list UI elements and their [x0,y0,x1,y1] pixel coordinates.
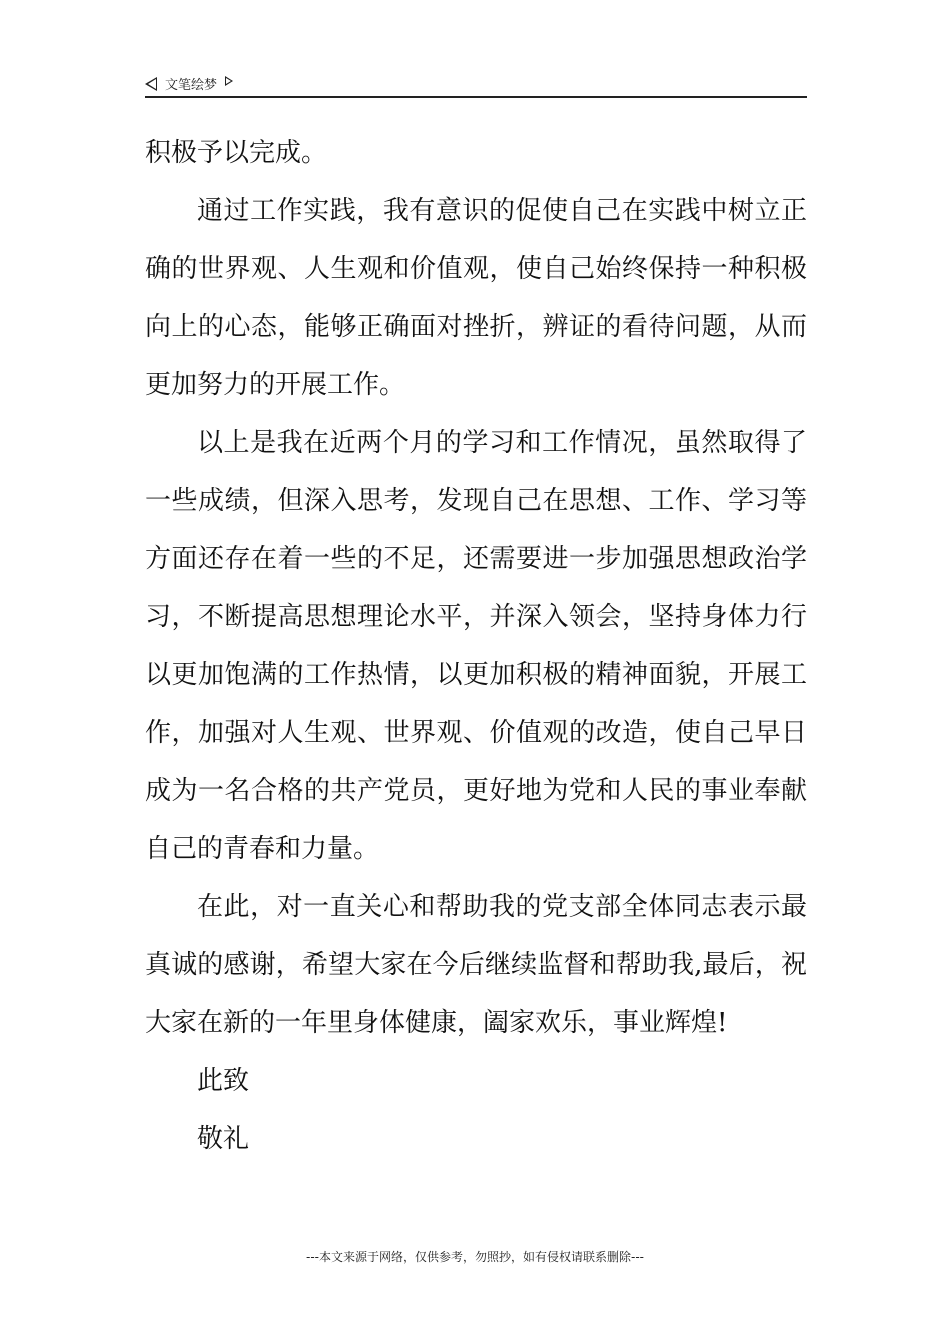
header-brand [145,74,233,93]
closing-regards: 敬礼 [197,1124,250,1154]
triangle-right-icon [225,76,233,86]
page-header [145,72,807,98]
closing-salutation: 此致 [197,1066,250,1096]
paragraph-thanks: 在此，对一直关心和帮助我的党支部全体同志表示最真诚的感谢，希望大家在今后继续监督和帮助我,最后，祝大家在新的一年里身体健康，阖家欢乐，事业辉煌! [145,892,807,1038]
triangle-left-icon [145,77,157,91]
paragraph-work-practice: 通过工作实践，我有意识的促使自己在实践中树立正确的世界观、人生观和价值观，使自己始终保持一种积极向上的心态，能够正确面对挫折，辨证的看待问题，从而更加努力的开展工作。 [145,196,807,400]
paragraph-continuation: 积极予以完成。 [145,138,328,168]
header-title: 文笔绘梦 [165,78,218,93]
page-footer: ---本文来源于网络，仅供参考，勿照抄，如有侵权请联系删除--- [306,1250,644,1264]
document-body [145,124,807,1168]
paragraph-summary: 以上是我在近两个月的学习和工作情况，虽然取得了一些成绩，但深入思考，发现自己在思想、工作、学习等方面还存在着一些的不足，还需要进一步加强思想政治学习，不断提高思想理论水平，并深入领会，坚持身体力行以更加饱满的工作热情，以更加积极的精神面貌，开展工作，加强对人生观、世界观、价值观的改造，使自己早日成为一名合格的共产党员，更好地为党和人民的事业奉献自己的青春和力量。 [145,428,807,864]
